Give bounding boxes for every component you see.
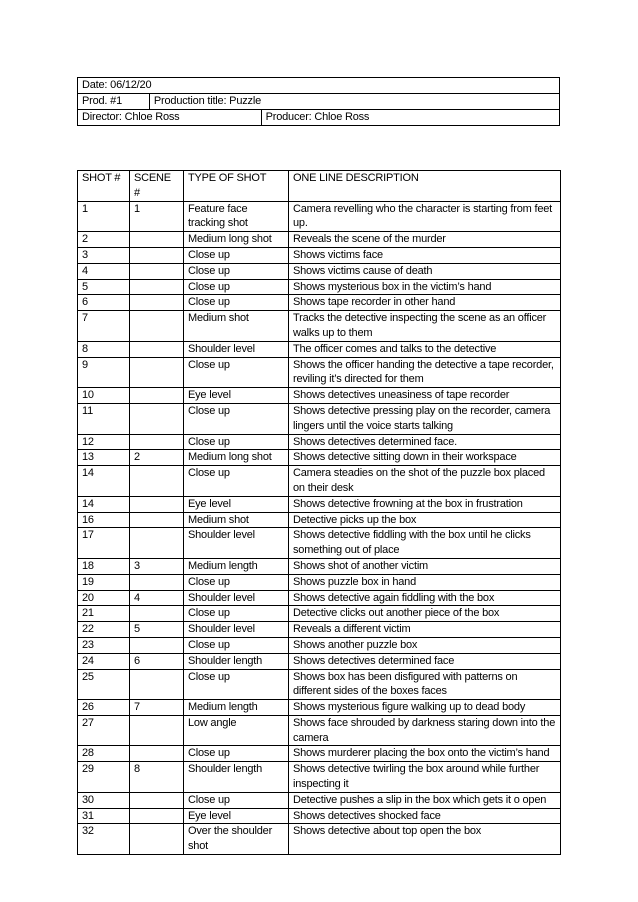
description-cell: Shows box has been disfigured with patterns on different sides of the boxes faces — [289, 669, 561, 700]
shot-type-cell: Close up — [184, 434, 289, 450]
producer-cell: Producer: Chloe Ross — [261, 110, 559, 126]
table-row — [78, 622, 561, 638]
production-info-table — [77, 77, 560, 126]
shot-number-cell: 19 — [78, 574, 130, 590]
shot-number-cell: 16 — [78, 512, 130, 528]
description-cell: Detective picks up the box — [289, 512, 561, 528]
shot-type-cell: Low angle — [184, 715, 289, 746]
shot-list-table — [77, 170, 561, 855]
description-cell: Shows detective twirling the box around while further inspecting it — [289, 762, 561, 793]
table-row — [78, 434, 561, 450]
scene-number-cell — [130, 403, 184, 434]
description-cell: Detective clicks out another piece of the box — [289, 606, 561, 622]
scene-number-cell: 5 — [130, 622, 184, 638]
column-header-shot: SHOT # — [78, 171, 130, 202]
description-cell: Shows detectives determined face. — [289, 434, 561, 450]
description-cell: Shows the officer handing the detective a tape recorder, reviling it’s directed for them — [289, 357, 561, 388]
shot-type-cell: Shoulder level — [184, 341, 289, 357]
scene-number-cell — [130, 388, 184, 404]
table-row — [78, 295, 561, 311]
description-cell: Shows detectives shocked face — [289, 808, 561, 824]
scene-number-cell — [130, 434, 184, 450]
shot-type-cell: Shoulder level — [184, 528, 289, 559]
description-cell: Camera revelling who the character is starting from feet up. — [289, 201, 561, 232]
table-row — [78, 824, 561, 855]
shot-number-cell: 8 — [78, 341, 130, 357]
shot-type-cell: Shoulder level — [184, 590, 289, 606]
table-row — [78, 792, 561, 808]
table-row — [78, 403, 561, 434]
column-header-type: TYPE OF SHOT — [184, 171, 289, 202]
description-cell: Camera steadies on the shot of the puzzle box placed on their desk — [289, 466, 561, 497]
table-row — [78, 762, 561, 793]
shot-type-cell: Close up — [184, 357, 289, 388]
column-header-scene: SCENE # — [130, 171, 184, 202]
shot-type-cell: Eye level — [184, 388, 289, 404]
shot-type-cell: Close up — [184, 247, 289, 263]
scene-number-cell — [130, 792, 184, 808]
scene-number-cell — [130, 824, 184, 855]
scene-number-cell — [130, 295, 184, 311]
shot-number-cell: 7 — [78, 311, 130, 342]
shot-type-cell: Eye level — [184, 808, 289, 824]
shot-type-cell: Close up — [184, 466, 289, 497]
shot-number-cell: 4 — [78, 263, 130, 279]
shot-type-cell: Close up — [184, 403, 289, 434]
table-row — [78, 808, 561, 824]
info-row-date — [78, 78, 560, 94]
table-row — [78, 512, 561, 528]
table-row — [78, 715, 561, 746]
description-cell: Shows detective frowning at the box in frustration — [289, 496, 561, 512]
shot-type-cell: Close up — [184, 669, 289, 700]
shot-number-cell: 17 — [78, 528, 130, 559]
shot-number-cell: 31 — [78, 808, 130, 824]
scene-number-cell — [130, 263, 184, 279]
shot-list-header-row — [78, 171, 561, 202]
scene-number-cell — [130, 357, 184, 388]
shot-number-cell: 9 — [78, 357, 130, 388]
scene-number-cell — [130, 715, 184, 746]
shot-number-cell: 30 — [78, 792, 130, 808]
table-row — [78, 746, 561, 762]
shot-number-cell: 2 — [78, 232, 130, 248]
description-cell: Shows detective fiddling with the box until he clicks something out of place — [289, 528, 561, 559]
shot-number-cell: 28 — [78, 746, 130, 762]
shot-number-cell: 12 — [78, 434, 130, 450]
table-row — [78, 388, 561, 404]
shot-number-cell: 29 — [78, 762, 130, 793]
shot-number-cell: 13 — [78, 450, 130, 466]
info-row-crew — [78, 110, 560, 126]
table-row — [78, 357, 561, 388]
scene-number-cell — [130, 574, 184, 590]
scene-number-cell — [130, 496, 184, 512]
table-row — [78, 466, 561, 497]
scene-number-cell — [130, 311, 184, 342]
scene-number-cell: 1 — [130, 201, 184, 232]
shot-number-cell: 5 — [78, 279, 130, 295]
scene-number-cell — [130, 232, 184, 248]
table-row — [78, 247, 561, 263]
shot-number-cell: 20 — [78, 590, 130, 606]
shot-number-cell: 25 — [78, 669, 130, 700]
shot-type-cell: Close up — [184, 792, 289, 808]
description-cell: Shows murderer placing the box onto the victim’s hand — [289, 746, 561, 762]
shot-type-cell: Medium length — [184, 558, 289, 574]
scene-number-cell — [130, 669, 184, 700]
shot-number-cell: 10 — [78, 388, 130, 404]
description-cell: Shows detective pressing play on the recorder, camera lingers until the voice starts talking — [289, 403, 561, 434]
prod-number-cell: Prod. #1 — [78, 94, 150, 110]
table-row — [78, 341, 561, 357]
table-row — [78, 669, 561, 700]
shot-type-cell: Medium long shot — [184, 450, 289, 466]
description-cell: Shows victims cause of death — [289, 263, 561, 279]
description-cell: Shows face shrouded by darkness staring down into the camera — [289, 715, 561, 746]
shot-list-body — [78, 201, 561, 854]
shot-number-cell: 24 — [78, 653, 130, 669]
shot-type-cell: Medium length — [184, 700, 289, 716]
table-row — [78, 528, 561, 559]
shot-number-cell: 26 — [78, 700, 130, 716]
description-cell: Shows detective sitting down in their workspace — [289, 450, 561, 466]
description-cell: Shows detectives determined face — [289, 653, 561, 669]
shot-type-cell: Close up — [184, 746, 289, 762]
table-row — [78, 450, 561, 466]
shot-type-cell: Close up — [184, 263, 289, 279]
shot-type-cell: Close up — [184, 295, 289, 311]
shot-type-cell: Feature face tracking shot — [184, 201, 289, 232]
shot-type-cell: Medium long shot — [184, 232, 289, 248]
info-row-production — [78, 94, 560, 110]
scene-number-cell: 4 — [130, 590, 184, 606]
table-row — [78, 201, 561, 232]
column-header-description: ONE LINE DESCRIPTION — [289, 171, 561, 202]
shot-number-cell: 18 — [78, 558, 130, 574]
scene-number-cell: 8 — [130, 762, 184, 793]
table-row — [78, 263, 561, 279]
shot-type-cell: Shoulder length — [184, 653, 289, 669]
description-cell: Shows detective again fiddling with the box — [289, 590, 561, 606]
shot-number-cell: 6 — [78, 295, 130, 311]
scene-number-cell — [130, 466, 184, 497]
table-row — [78, 590, 561, 606]
table-row — [78, 496, 561, 512]
director-cell: Director: Chloe Ross — [78, 110, 262, 126]
shot-type-cell: Shoulder level — [184, 622, 289, 638]
shot-type-cell: Shoulder length — [184, 762, 289, 793]
scene-number-cell — [130, 512, 184, 528]
table-row — [78, 606, 561, 622]
description-cell: Shows mysterious box in the victim’s hand — [289, 279, 561, 295]
scene-number-cell: 6 — [130, 653, 184, 669]
description-cell: Shows mysterious figure walking up to dead body — [289, 700, 561, 716]
scene-number-cell — [130, 279, 184, 295]
description-cell: Tracks the detective inspecting the scene as an officer walks up to them — [289, 311, 561, 342]
scene-number-cell — [130, 528, 184, 559]
scene-number-cell — [130, 808, 184, 824]
shot-number-cell: 14 — [78, 466, 130, 497]
description-cell: Shows tape recorder in other hand — [289, 295, 561, 311]
shot-type-cell: Close up — [184, 637, 289, 653]
production-title-cell: Production title: Puzzle — [149, 94, 559, 110]
scene-number-cell — [130, 247, 184, 263]
table-row — [78, 574, 561, 590]
scene-number-cell: 3 — [130, 558, 184, 574]
scene-number-cell — [130, 746, 184, 762]
scene-number-cell: 7 — [130, 700, 184, 716]
shot-type-cell: Close up — [184, 574, 289, 590]
description-cell: Shows puzzle box in hand — [289, 574, 561, 590]
date-cell: Date: 06/12/20 — [78, 78, 560, 94]
description-cell: Shows detectives uneasiness of tape recorder — [289, 388, 561, 404]
table-row — [78, 232, 561, 248]
table-row — [78, 653, 561, 669]
scene-number-cell — [130, 637, 184, 653]
description-cell: Shows shot of another victim — [289, 558, 561, 574]
shot-number-cell: 14 — [78, 496, 130, 512]
shot-number-cell: 21 — [78, 606, 130, 622]
description-cell: Reveals the scene of the murder — [289, 232, 561, 248]
shot-type-cell: Close up — [184, 606, 289, 622]
scene-number-cell — [130, 341, 184, 357]
shot-number-cell: 11 — [78, 403, 130, 434]
shot-number-cell: 1 — [78, 201, 130, 232]
table-row — [78, 558, 561, 574]
table-row — [78, 637, 561, 653]
shot-number-cell: 3 — [78, 247, 130, 263]
shot-type-cell: Medium shot — [184, 512, 289, 528]
table-row — [78, 311, 561, 342]
shot-number-cell: 23 — [78, 637, 130, 653]
description-cell: Reveals a different victim — [289, 622, 561, 638]
description-cell: Detective pushes a slip in the box which gets it o open — [289, 792, 561, 808]
table-row — [78, 700, 561, 716]
shot-type-cell: Eye level — [184, 496, 289, 512]
description-cell: Shows another puzzle box — [289, 637, 561, 653]
shot-number-cell: 32 — [78, 824, 130, 855]
table-row — [78, 279, 561, 295]
scene-number-cell — [130, 606, 184, 622]
description-cell: Shows victims face — [289, 247, 561, 263]
scene-number-cell: 2 — [130, 450, 184, 466]
shot-number-cell: 22 — [78, 622, 130, 638]
shot-type-cell: Medium shot — [184, 311, 289, 342]
shot-type-cell: Close up — [184, 279, 289, 295]
description-cell: Shows detective about top open the box — [289, 824, 561, 855]
shot-number-cell: 27 — [78, 715, 130, 746]
description-cell: The officer comes and talks to the detective — [289, 341, 561, 357]
shot-type-cell: Over the shoulder shot — [184, 824, 289, 855]
